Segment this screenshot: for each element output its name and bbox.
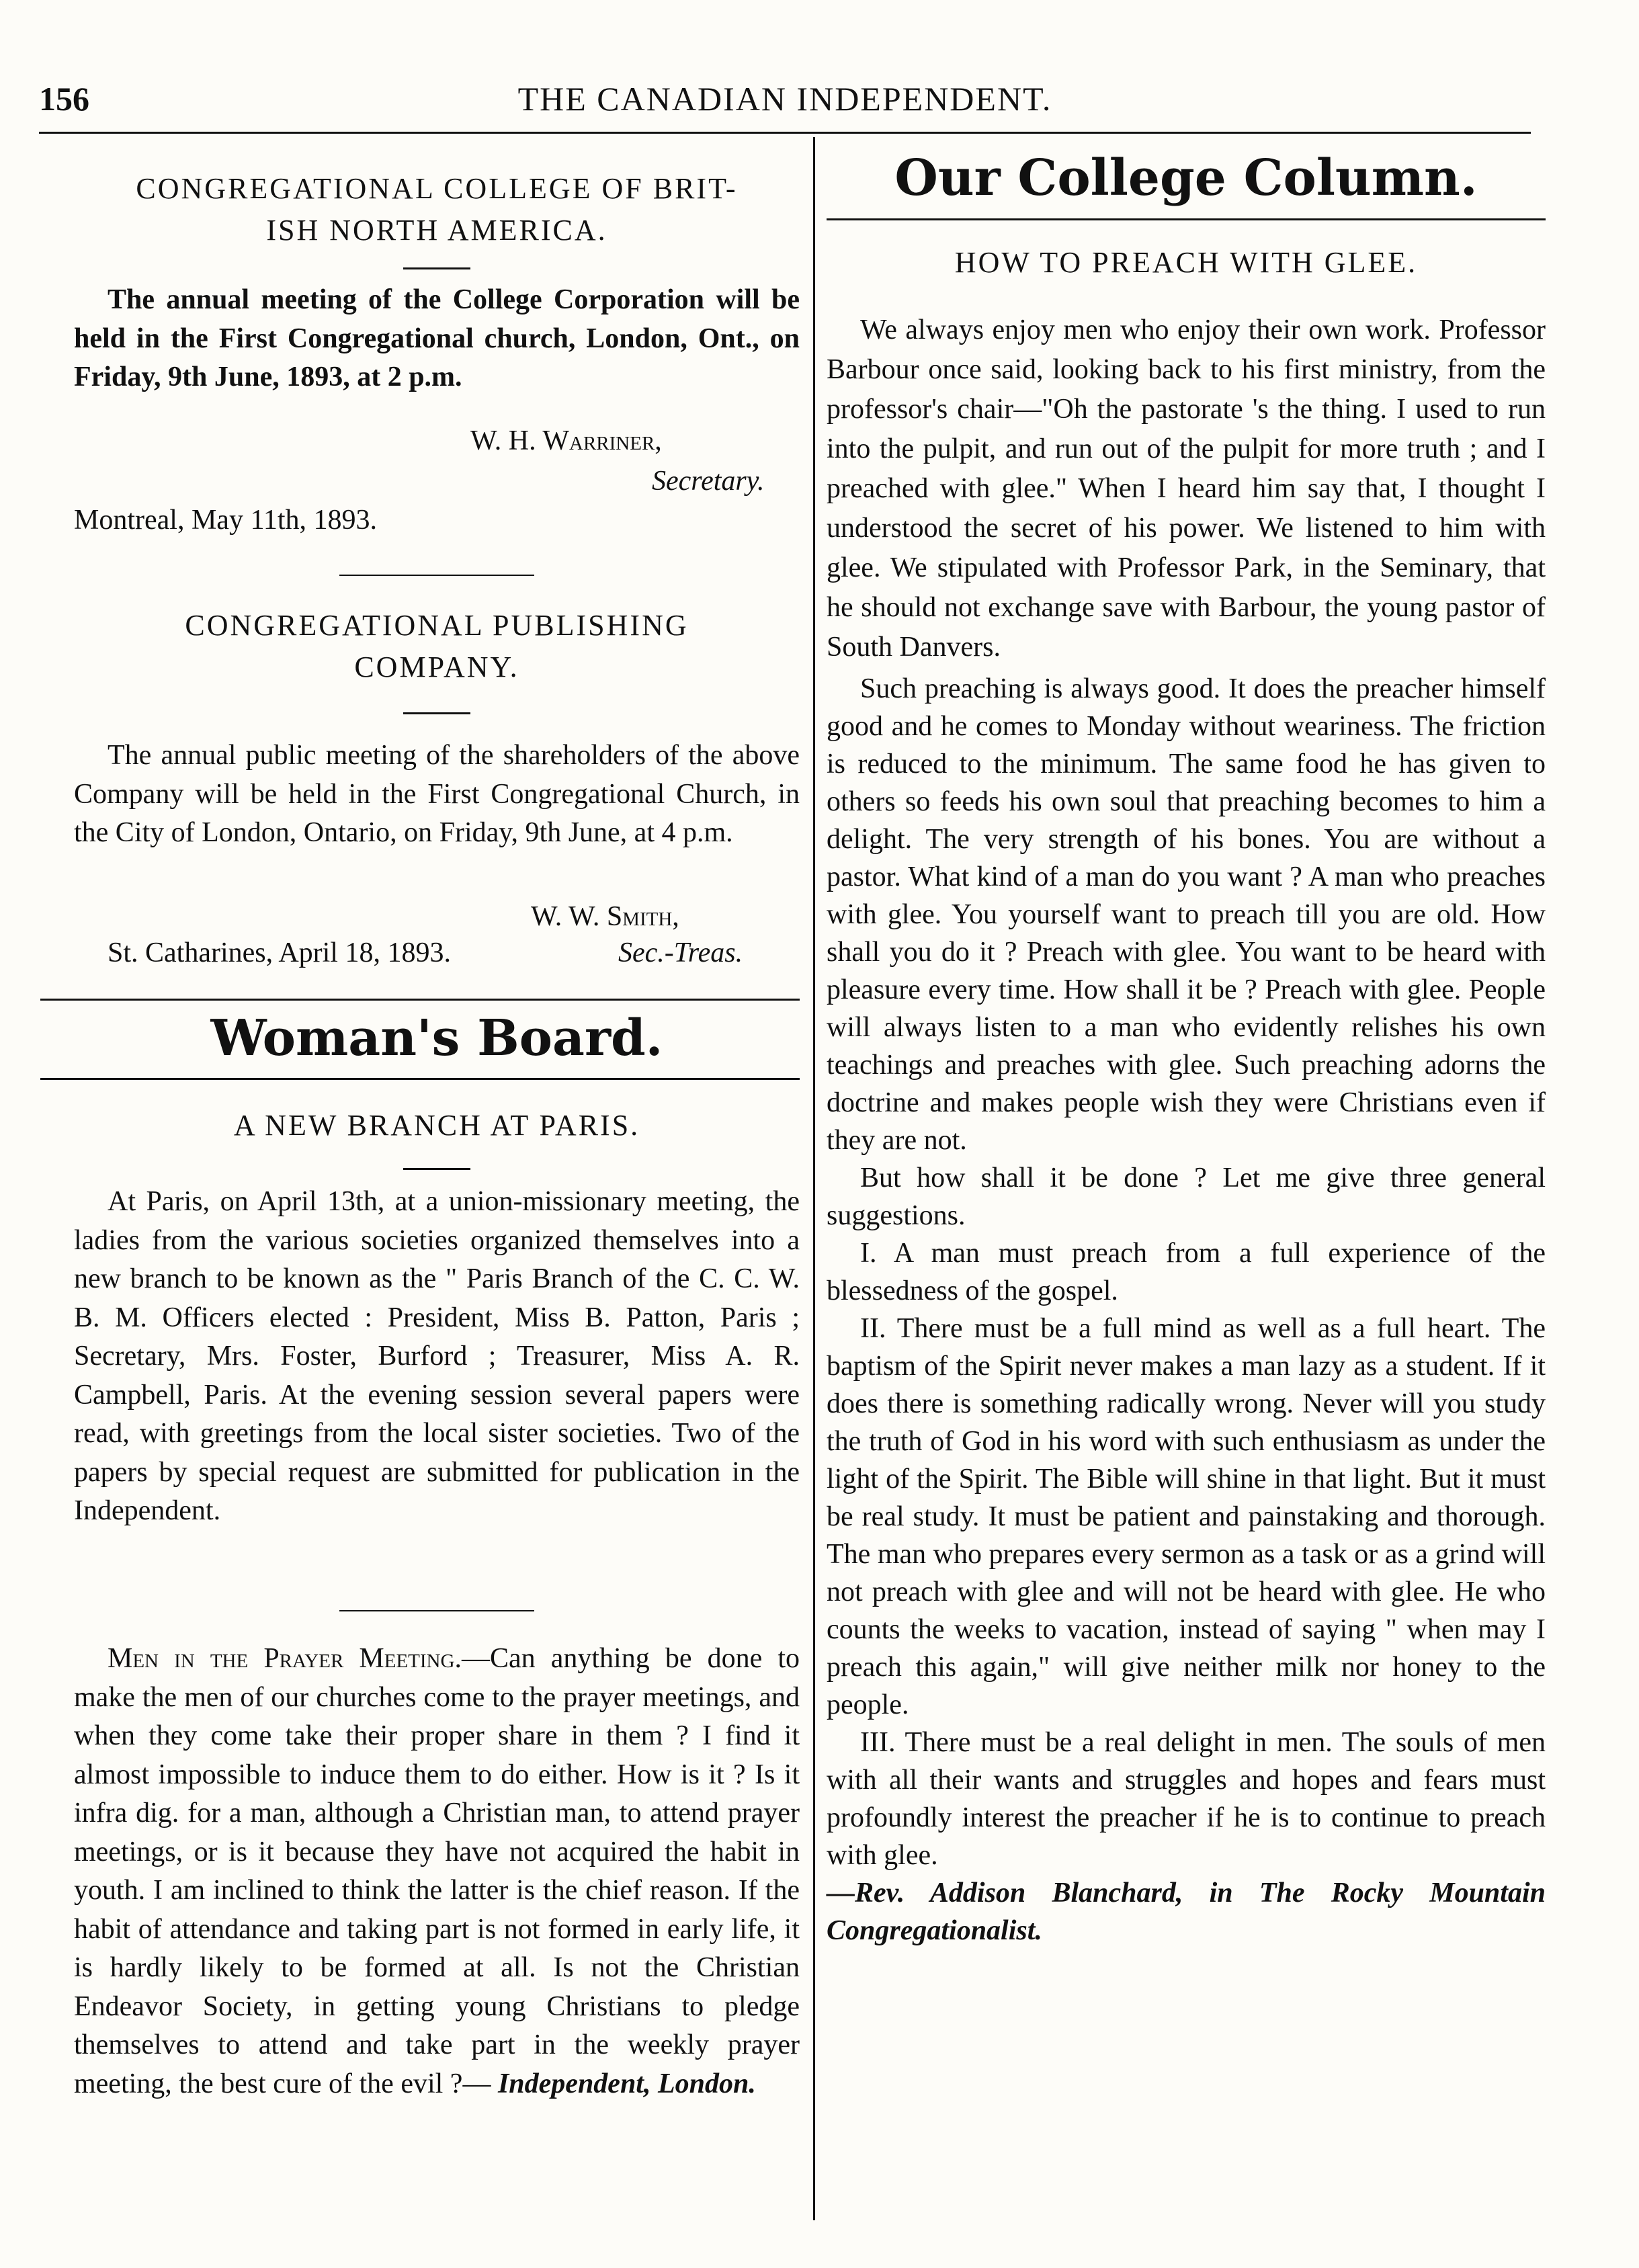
- divider-rule: [339, 1610, 534, 1611]
- college-notice-body: The annual meeting of the College Corporation will be held in the First Congregational church, London, Ont., on Friday, 9th June, 1893, at 2 p.m.: [74, 284, 800, 392]
- new-branch-body: At Paris, on April 13th, at a union-missionary meeting, the ladies from the various societies organized themselves into a new branch to be known as the " Paris Branch of the C. C. W. B. M. Officers elected : President, Miss B. Patton, Paris ; Secretary, Mrs. Foster, Burford ; Treasurer, Miss A. R. Campbell, Paris. At the evening session several papers were read, with greetings from the local sister societies. Two of the papers by special request are submitted for publication in the Independent.: [74, 1186, 800, 1526]
- new-branch-title: A NEW BRANCH AT PARIS.: [233, 1109, 640, 1142]
- article-paragraph: We always enjoy men who enjoy their own work. Professor Barbour once said, looking back to his first ministry, from the professor's chair—"Oh the pastorate 's the thing. I used to run into the pulpit, and run out of the pulpit for more truth ; and I preached with glee." When I heard him say that, I thought I understood the secret of his power. We listened to him with glee. We stipulated with Professor Park, in the Seminary, that he should not exchange save with Barbour, the young pastor of South Danvers.: [827, 314, 1546, 663]
- prayer-meeting-source: Independent, London.: [497, 2068, 756, 2099]
- divider-rule: [403, 267, 470, 269]
- section-rule: [827, 218, 1546, 220]
- divider-rule: [403, 712, 470, 714]
- article-paragraph: III. There must be a real delight in men. The souls of men with all their wants and struggles and hopes and fears must profoundly interest the preacher if he is to continue to preach with glee.: [827, 1727, 1546, 1871]
- publishing-notice-body: The annual public meeting of the shareholders of the above Company will be held in the First Congregational Church, in the City of London, Ontario, on Friday, 9th June, at 4 p.m.: [74, 740, 800, 848]
- article-paragraph: I. A man must preach from a full experience of the blessedness of the gospel.: [827, 1238, 1546, 1306]
- publishing-notice-dateline: St. Catharines, April 18, 1893.: [108, 937, 451, 968]
- prayer-meeting-body: Men in the Prayer Meeting.—Can anything be done to make the men of our churches come to the prayer meetings, and when they come take their proper share in them ? I find it almost impossible to induce them to do either. How is it ? Is it infra dig. for a man, although a Christian man, to attend prayer meetings, or is it because they have not acquired the habit in youth. I am inclined to think the latter is the chief reason. If the habit of attendance and taking part is not formed in early life, it is hardly likely to be formed at all. Is not the Christian Endeavor Society, in getting young Christians to pledge themselves to attend and take part in the weekly prayer meeting, the best cure of the evil ?— Independent, London.: [74, 1643, 800, 2099]
- article-paragraph: II. There must be a full mind as well as a full heart. The baptism of the Spirit never makes a man lazy as a student. If it does there is something radically wrong. Never will you study the truth of God in his word with such enthusiasm as under the light of the Spirit. The Bible will shine in that light. But it must be real study. It must be patient and painstaking and thorough. The man who prepares every sermon as a task or as a grind will not preach with glee and will not be heard with glee. He who counts the weeks to vacation, instead of saying " when may I preach this again," will give neither milk nor honey to the people.: [827, 1313, 1546, 1720]
- prayer-meeting-lead: Men in the Prayer Meeting.: [108, 1643, 462, 1674]
- college-column-title: Our College Column.: [894, 149, 1478, 207]
- publishing-notice-signer: W. W. Smith,: [531, 901, 679, 932]
- running-title: THE CANADIAN INDEPENDENT.: [517, 80, 1052, 118]
- womans-board-title: Woman's Board.: [210, 1009, 663, 1067]
- preach-glee-title: HOW TO PREACH WITH GLEE.: [954, 246, 1418, 279]
- header-rule: [39, 132, 1531, 134]
- college-notice-dateline: Montreal, May 11th, 1893.: [74, 505, 378, 536]
- section-rule: [40, 1078, 800, 1080]
- college-notice-title: CONGREGATIONAL COLLEGE OF BRIT- ISH NORTH AMERICA.: [136, 172, 738, 247]
- college-notice-signer: W. H. Warriner,: [470, 425, 662, 456]
- preach-glee-article: [827, 310, 1546, 1949]
- section-rule: [40, 999, 800, 1001]
- article-paragraph: But how shall it be done ? Let me give three general suggestions.: [827, 1163, 1546, 1231]
- publishing-notice-title: CONGREGATIONAL PUBLISHING COMPANY.: [185, 609, 689, 683]
- page-header: [39, 79, 1531, 126]
- article-paragraph: Such preaching is always good. It does the preacher himself good and he comes to Monday without weariness. The friction is reduced to the minimum. The same food he has given to others so feeds his own soul that preaching becomes to him a delight. The very strength of his bones. You are without a pastor. What kind of a man do you want ? A man who preaches with glee. You yourself want to preach till you are old. How shall you do it ? Preach with glee. You want to be heard with pleasure every time. How shall it be ? Preach with glee. People will always listen to a man who evidently relishes his own teachings and preaches with glee. Such preaching adorns the doctrine and makes people wish they were Christians even if they are not.: [827, 673, 1546, 1156]
- divider-rule: [339, 575, 534, 576]
- publishing-notice-signer-title: Sec.-Treas.: [618, 937, 743, 968]
- column-divider: [813, 137, 815, 2220]
- divider-rule: [403, 1168, 470, 1170]
- page-number: 156: [39, 80, 89, 118]
- article-attribution: —Rev. Addison Blanchard, in The Rocky Mountain Congregationalist.: [827, 1878, 1546, 1946]
- college-notice-signer-title: Secretary.: [652, 466, 765, 497]
